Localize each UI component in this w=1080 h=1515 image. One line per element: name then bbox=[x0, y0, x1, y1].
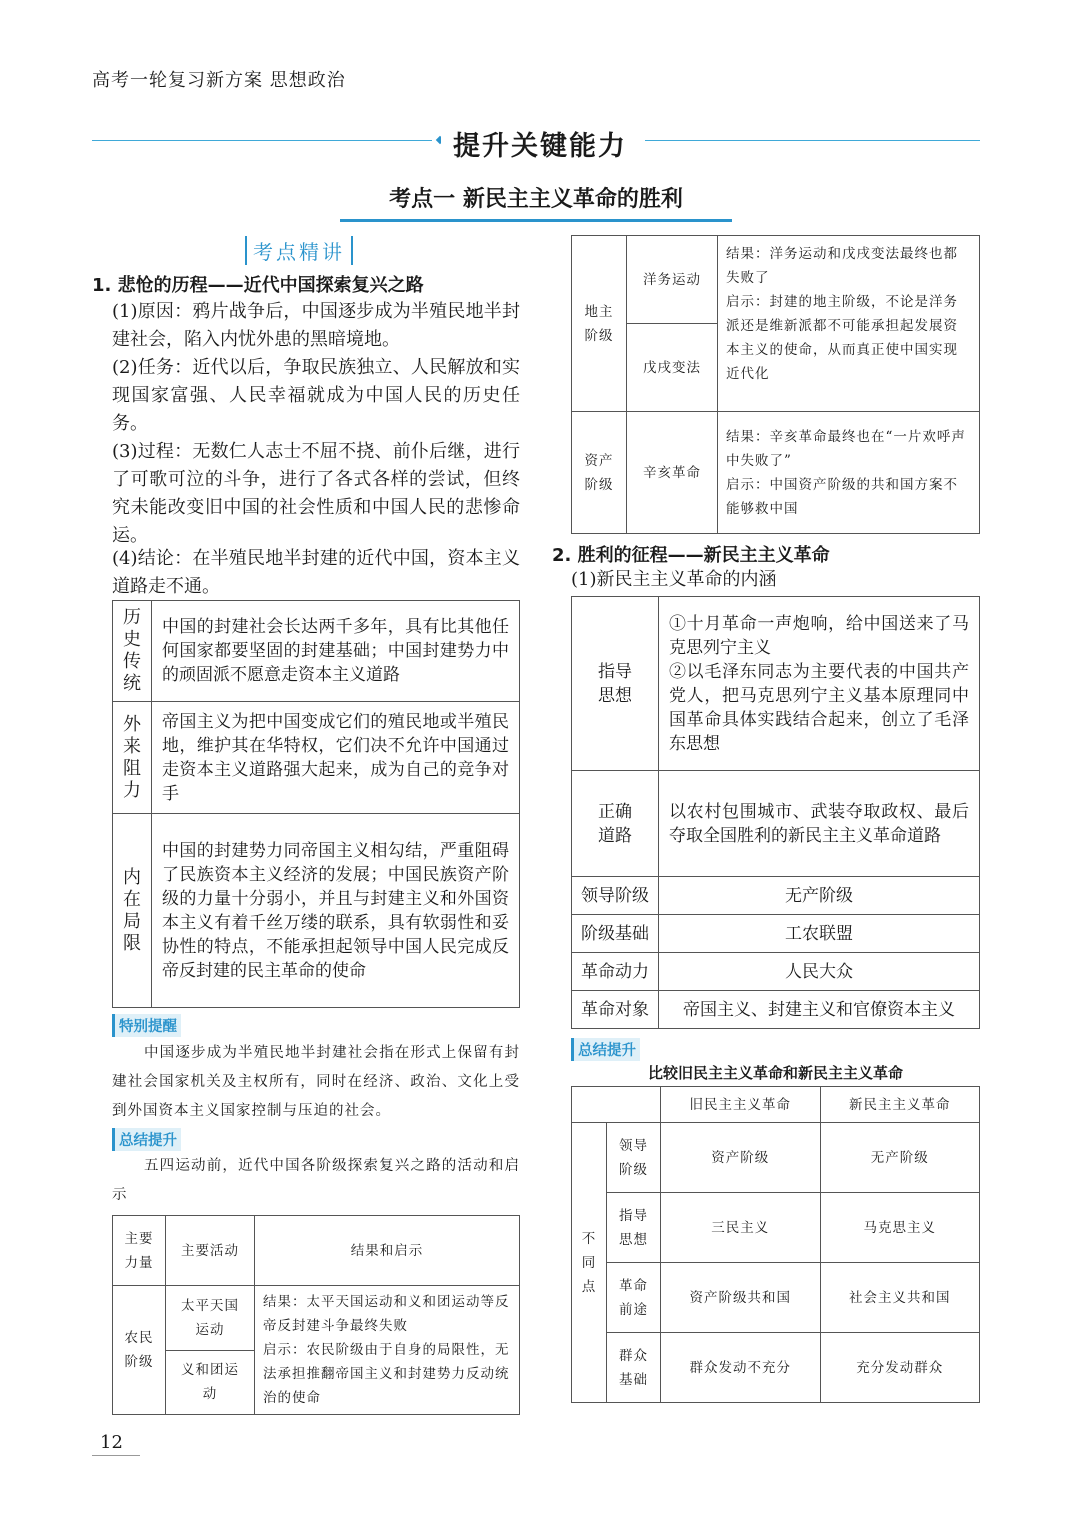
table-cell: 无产阶级 bbox=[820, 1123, 980, 1193]
part2-subheading: (1)新民主主义革命的内涵 bbox=[571, 569, 777, 590]
lesson-text: 启示：中国资产阶级的共和国方案不能够救中国 bbox=[726, 476, 958, 517]
special-reminder-text: 中国逐步成为半殖民地半封建社会指在形式上保留有封建社会国家机关及主权所有，同时在经济、政治、文化上受到外国资本主义国家控制与压迫的社会。 bbox=[112, 1045, 520, 1119]
table-row-label: 革命对象 bbox=[572, 991, 659, 1029]
table-row-label: 内在局限 bbox=[113, 814, 152, 1008]
table-row bbox=[572, 1333, 980, 1403]
table-row-label: 正确道路 bbox=[572, 771, 659, 877]
table-cell: 工农联盟 bbox=[659, 915, 980, 953]
table-row bbox=[113, 601, 520, 702]
table-row-label: 领导阶级 bbox=[606, 1123, 660, 1193]
table-cell bbox=[659, 597, 980, 771]
table-cell: 充分发动群众 bbox=[820, 1333, 980, 1403]
table-row bbox=[572, 877, 980, 915]
table-row-label: 阶级基础 bbox=[572, 915, 659, 953]
table-row bbox=[113, 1286, 520, 1351]
table-header-cell: 新民主主义革命 bbox=[820, 1087, 980, 1123]
table-header-cell: 旧民主主义革命 bbox=[661, 1087, 821, 1123]
table-cell: 资产阶级共和国 bbox=[661, 1263, 821, 1333]
table-cell: 义和团运动 bbox=[166, 1350, 255, 1415]
table-header-cell: 主要活动 bbox=[166, 1216, 255, 1286]
kaodian-title: 考点一 新民主主义革命的胜利 bbox=[340, 182, 732, 222]
reasons-table bbox=[112, 600, 520, 1008]
table-row-label: 历史传统 bbox=[113, 601, 152, 702]
table-row bbox=[572, 771, 980, 877]
table-row bbox=[572, 412, 980, 534]
classes-table-continued bbox=[571, 235, 980, 534]
table-row bbox=[113, 814, 520, 1008]
table-cell: 以农村包围城市、武装夺取政权、最后夺取全国胜利的新民主主义革命道路 bbox=[659, 771, 980, 877]
table-cell: 无产阶级 bbox=[659, 877, 980, 915]
table-cell: 三民主义 bbox=[661, 1193, 821, 1263]
table-row bbox=[572, 236, 980, 324]
compare-table-caption: 比较旧民主主义革命和新民主主义革命 bbox=[647, 1064, 903, 1082]
table-row bbox=[572, 1087, 980, 1123]
summary-badge: 总结提升 bbox=[571, 1038, 640, 1061]
table-row bbox=[572, 915, 980, 953]
table-cell: 资产阶级 bbox=[661, 1123, 821, 1193]
table-header-cell: 主要力量 bbox=[113, 1216, 166, 1286]
table-cell: 太平天国运动 bbox=[166, 1286, 255, 1351]
table-cell bbox=[718, 412, 980, 534]
table-cell: 帝国主义为把中国变成它们的殖民地或半殖民地，维护其在华特权，它们决不允许中国通过走资本主义道路强大起来，成为自己的竞争对手 bbox=[152, 702, 520, 814]
table-row-label: 地主阶级 bbox=[572, 236, 627, 412]
table-row bbox=[572, 953, 980, 991]
table-cell: 帝国主义、封建主义和官僚资本主义 bbox=[659, 991, 980, 1029]
table-cell: 人民大众 bbox=[659, 953, 980, 991]
lesson-text: 启示：农民阶级由于自身的局限性，无法承担推翻帝国主义和封建势力反动统治的使命 bbox=[263, 1342, 510, 1406]
part1-paragraph: (2)任务：近代以后，争取民族独立、人民解放和实现国家富强、人民幸福就成为中国人民的历史任务。 bbox=[112, 357, 520, 434]
table-cell bbox=[255, 1286, 520, 1415]
result-text: 结果：太平天国运动和义和团运动等反帝反封建斗争最终失败 bbox=[263, 1294, 510, 1334]
table-cell: 社会主义共和国 bbox=[820, 1263, 980, 1333]
table-header-cell: 结果和启示 bbox=[255, 1216, 520, 1286]
table-row-label: 外来阻力 bbox=[113, 702, 152, 814]
result-text: 结果：辛亥革命最终也在“一片欢呼声中失败了” bbox=[726, 428, 966, 469]
table-group-label: 不同点 bbox=[572, 1123, 607, 1403]
table-cell bbox=[718, 236, 980, 412]
running-header: 高考一轮复习新方案 思想政治 bbox=[92, 70, 346, 91]
table-cell: 中国的封建社会长达两千多年，具有比其他任何国家都要坚固的封建基础；中国封建势力中的顽固派不愿意走资本主义道路 bbox=[152, 601, 520, 702]
part1-paragraph: (4)结论：在半殖民地半封建的近代中国，资本主义道路走不通。 bbox=[112, 548, 520, 597]
compare-table bbox=[571, 1086, 980, 1403]
result-text: 结果：洋务运动和戊戌变法最终也都失败了 bbox=[726, 246, 958, 286]
table-row-label: 领导阶级 bbox=[572, 877, 659, 915]
new-democratic-table bbox=[571, 596, 980, 1029]
table-cell: 洋务运动 bbox=[627, 236, 718, 324]
part1-paragraph: (3)过程：无数仁人志士不屈不挠、前仆后继，进行了可歌可泣的斗争，进行了各式各样的尝试，但终究未能改变旧中国的社会性质和中国人民的悲惨命运。 bbox=[112, 441, 520, 546]
table-row bbox=[572, 1123, 980, 1193]
table-row-label: 革命动力 bbox=[572, 953, 659, 991]
guide-item: ②以毛泽东同志为主要代表的中国共产党人，把马克思列宁主义基本原理同中国革命具体实践结合起来，创立了毛泽东思想 bbox=[669, 661, 969, 754]
table-row bbox=[572, 1193, 980, 1263]
table-row bbox=[572, 991, 980, 1029]
table-row bbox=[572, 597, 980, 771]
table-cell: 戊戌变法 bbox=[627, 324, 718, 412]
part1-paragraph: (1)原因：鸦片战争后，中国逐步成为半殖民地半封建社会，陷入内忧外患的黑暗境地。 bbox=[112, 301, 520, 350]
classes-table bbox=[112, 1215, 520, 1415]
summary-text: 五四运动前，近代中国各阶级探索复兴之路的活动和启示 bbox=[112, 1158, 520, 1203]
guide-item: ①十月革命一声炮响，给中国送来了马克思列宁主义 bbox=[669, 613, 969, 658]
lesson-text: 启示：封建的地主阶级，不论是洋务派还是维新派都不可能承担起发展资本主义的使命，从而真正使中国实现近代化 bbox=[726, 294, 958, 382]
table-row bbox=[113, 1216, 520, 1286]
summary-badge: 总结提升 bbox=[112, 1128, 181, 1151]
table-row-label: 群众基础 bbox=[606, 1333, 660, 1403]
tag-kaodian-jingjiang: 考点精讲 bbox=[245, 236, 353, 265]
special-reminder-badge: 特别提醒 bbox=[112, 1014, 181, 1037]
section-title: 提升关键能力 bbox=[0, 124, 1080, 163]
table-cell: 群众发动不充分 bbox=[661, 1333, 821, 1403]
table-row-label: 资产阶级 bbox=[572, 412, 627, 534]
table-row bbox=[572, 1263, 980, 1333]
part2-heading: 2. 胜利的征程——新民主主义革命 bbox=[552, 545, 830, 566]
table-cell: 马克思主义 bbox=[820, 1193, 980, 1263]
page-number: 12 bbox=[100, 1432, 123, 1453]
page-number-underline bbox=[92, 1455, 140, 1456]
table-cell: 辛亥革命 bbox=[627, 412, 718, 534]
table-header-cell bbox=[572, 1087, 661, 1123]
table-row-label: 革命前途 bbox=[606, 1263, 660, 1333]
table-row-label: 指导思想 bbox=[606, 1193, 660, 1263]
table-row-label: 农民阶级 bbox=[113, 1286, 166, 1415]
table-row-label: 指导思想 bbox=[572, 597, 659, 771]
table-row bbox=[113, 702, 520, 814]
table-cell: 中国的封建势力同帝国主义相勾结，严重阻碍了民族资本主义经济的发展；中国民族资产阶级的力量十分弱小，并且与封建主义和外国资本主义有着千丝万缕的联系，具有软弱性和妥协性的特点，不能承担起领导中国人民完成反帝反封建的民主革命的使命 bbox=[152, 814, 520, 1008]
part1-heading: 1. 悲怆的历程——近代中国探索复兴之路 bbox=[92, 275, 424, 296]
